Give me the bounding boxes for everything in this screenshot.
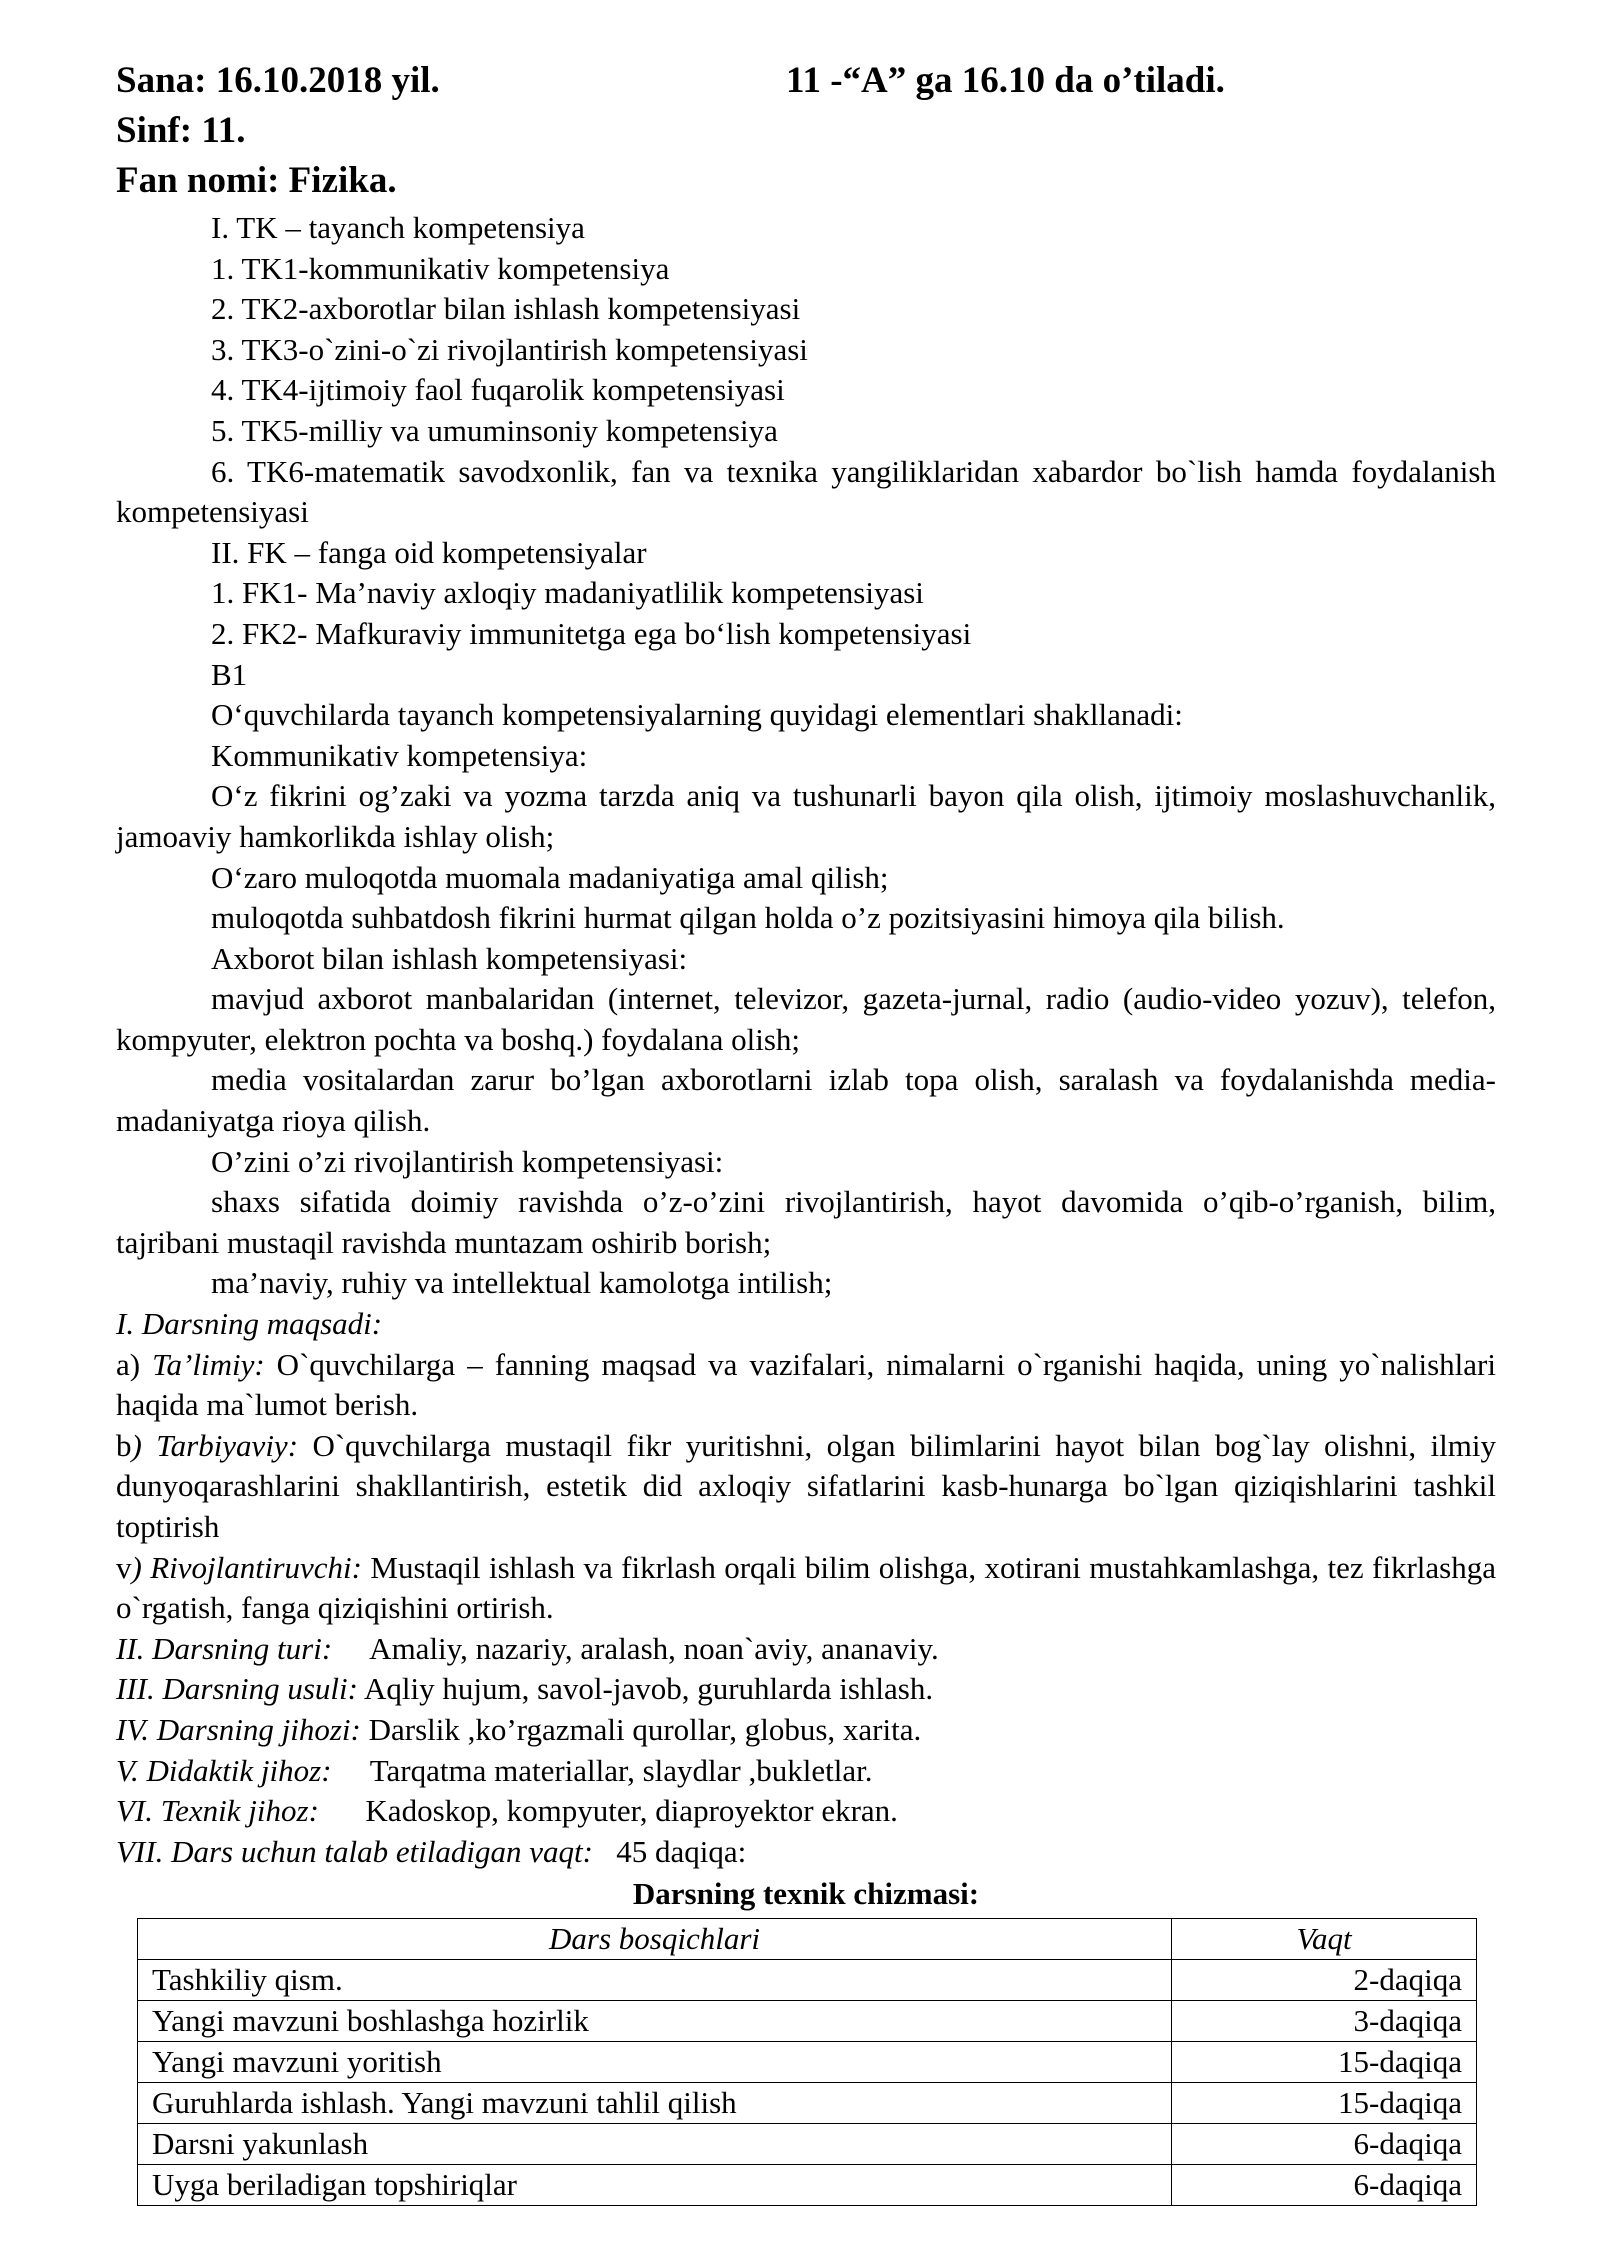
goal-text: O`quvchilarga – fanning maqsad va vazifalari, nimalarni o`rganishi haqida, uning yo`nalishlari haqida ma`lumot berish. [116, 1346, 1496, 1423]
stage-cell: Darsni yakunlash [138, 2124, 1172, 2165]
stage-cell: Tashkiliy qism. [138, 1960, 1172, 2001]
stage-cell: Guruhlarda ishlash. Yangi mavzuni tahlil qilish [138, 2083, 1172, 2124]
competency-line: Oʻzaro muloqotda muomala madaniyatiga amal qilish; [211, 859, 889, 895]
competency-line: 5. TK5-milliy va umuminsoniy kompetensiya [211, 412, 778, 448]
competency-line: 2. FK2- Mafkuraviy immunitetga ega boʻlish kompetensiyasi [211, 615, 972, 651]
competency-line: 3. TK3-o`zini-o`zi rivojlantirish kompetensiyasi [211, 331, 808, 367]
lesson-equipment [116, 1710, 1496, 1751]
goal-label: ) Tarbiyaviy: [131, 1427, 299, 1463]
competency-line: I. TK – tayanch kompetensiya [211, 210, 585, 245]
table-header-row [138, 1919, 1477, 1960]
competency-line: muloqotda suhbatdosh fikrini hurmat qilgan holda o’z pozitsiyasini himoya qila bilish. [211, 900, 1285, 936]
document-body [116, 208, 1496, 2206]
competency-line: Kommunikativ kompetensiya: [211, 737, 588, 773]
lesson-duration [116, 1832, 1496, 1873]
info-label: IV. Darsning jihozi: [116, 1711, 361, 1747]
competency-line: media vositalardan zarur bo’lgan axborotlarni izlab topa olish, saralash va foydalanishda media-madaniyatga rioya qilish. [116, 1062, 1496, 1139]
table-row [138, 2124, 1477, 2165]
time-cell: 6-daqiqa [1172, 2165, 1477, 2206]
competency-line: II. FK – fanga oid kompetensiyalar [211, 534, 647, 570]
stage-cell: Uyga beriladigan topshiriqlar [138, 2165, 1172, 2206]
time-cell: 2-daqiqa [1172, 1960, 1477, 2001]
goal-prefix: v [116, 1549, 132, 1585]
goal-prefix: a) [116, 1346, 153, 1382]
goal-developmental [116, 1548, 1496, 1629]
info-value: Tarqatma materiallar, slaydlar ,bukletlar. [331, 1752, 873, 1788]
date-label: Sana: 16.10.2018 yil. [116, 60, 440, 101]
competency-line: shaxs sifatida doimiy ravishda o’z-o’zini rivojlantirish, hayot davomida o’qib-o’rganish, bilim, tajribani mustaqil ravishda muntazam oshirib borish; [116, 1184, 1496, 1260]
goal-upbringing [116, 1426, 1496, 1548]
subject-label: Fan nomi: Fizika. [116, 160, 397, 201]
goal-prefix: b [116, 1427, 132, 1463]
stage-cell: Yangi mavzuni boshlashga hozirlik [138, 2001, 1172, 2042]
info-label: VI. Texnik jihoz: [116, 1793, 319, 1829]
info-value: Kadoskop, kompyuter, diaproyektor ekran. [318, 1793, 898, 1829]
info-label: III. Darsning usuli: [116, 1671, 358, 1707]
goals-heading: I. Darsning maqsadi: [116, 1306, 383, 1342]
table-row [138, 2165, 1477, 2206]
column-header-time: Vaqt [1172, 1919, 1477, 1960]
table-row [138, 1960, 1477, 2001]
technical-equipment [116, 1791, 1496, 1832]
competency-line: 6. TK6-matematik savodxonlik, fan va texnika yangiliklaridan xabardor bo`lish hamda foydalanish kompetensiyasi [116, 453, 1496, 530]
grade-label: Sinf: 11. [116, 110, 246, 151]
competency-line: B1 [211, 656, 248, 692]
stage-cell: Yangi mavzuni yoritish [138, 2042, 1172, 2083]
info-value: Amaliy, nazariy, aralash, noan`aviy, ananaviy. [332, 1630, 939, 1666]
time-cell: 15-daqiqa [1172, 2042, 1477, 2083]
competency-line: 1. TK1-kommunikativ kompetensiya [211, 250, 670, 286]
lesson-plan-table [137, 1918, 1477, 2206]
info-label: V. Didaktik jihoz: [116, 1752, 332, 1788]
didactic-equipment [116, 1751, 1496, 1792]
competency-line: 4. TK4-ijtimoiy faol fuqarolik kompetensiyasi [211, 372, 785, 408]
info-label: VII. Dars uchun talab etiladigan vaqt: [116, 1833, 593, 1869]
competency-line: O’zini o’zi rivojlantirish kompetensiyasi: [211, 1143, 724, 1179]
plan-title: Darsning texnik chizmasi: [632, 1876, 980, 1912]
goal-text: Mustaqil ishlash va fikrlash orqali bilim olishga, xotirani mustahkamlashga, tez fikrlashga o`rgatish, fanga qiziqishini ortirish. [116, 1549, 1496, 1626]
table-row [138, 2001, 1477, 2042]
class-note: 11 -“A” ga 16.10 da o’tiladi. [786, 60, 1225, 101]
info-value: 45 daqiqa: [593, 1833, 747, 1869]
goal-label: Ta’limiy: [152, 1346, 265, 1382]
info-value: Darslik ,ko’rgazmali qurollar, globus, xarita. [360, 1711, 922, 1747]
time-cell: 15-daqiqa [1172, 2083, 1477, 2124]
goal-educational [116, 1345, 1496, 1426]
lesson-method [116, 1669, 1496, 1710]
time-cell: 6-daqiqa [1172, 2124, 1477, 2165]
competency-line: Oʻz fikrini og’zaki va yozma tarzda aniq va tushunarli bayon qila olish, ijtimoiy moslashuvchanlik, jamoaviy hamkorlikda ishlay olish; [116, 778, 1496, 854]
time-cell: 3-daqiqa [1172, 2001, 1477, 2042]
competency-line: Axborot bilan ishlash kompetensiyasi: [211, 940, 688, 976]
table-row [138, 2083, 1477, 2124]
info-label: II. Darsning turi: [116, 1630, 333, 1666]
competency-line: 1. FK1- Ma’naviy axloqiy madaniyatlilik kompetensiyasi [211, 575, 924, 611]
competency-line: Oʻquvchilarda tayanch kompetensiyalarning quyidagi elementlari shakllanadi: [211, 697, 1183, 733]
table-row [138, 2042, 1477, 2083]
goal-label: ) Rivojlantiruvchi: [131, 1549, 362, 1585]
competency-line: 2. TK2-axborotlar bilan ishlash kompetensiyasi [211, 291, 801, 327]
competency-line: mavjud axborot manbalaridan (internet, televizor, gazeta-jurnal, radio (audio-video yozuv), telefon, kompyuter, elektron pochta va boshq.) foydalana olish; [116, 981, 1496, 1057]
column-header-stages: Dars bosqichlari [138, 1919, 1172, 1960]
competency-line: ma’naviy, ruhiy va intellektual kamolotga intilish; [211, 1265, 833, 1301]
lesson-type [116, 1629, 1496, 1670]
goal-text: O`quvchilarga mustaqil fikr yuritishni, olgan bilimlarini hayot bilan bog`lay olishni, ilmiy dunyoqarashlarini shakllantirish, estetik did axloqiy sifatlarini kasb-hunarga bo`lgan qiziqishlarini tashkil toptirish [116, 1427, 1497, 1544]
header-line-1 [116, 56, 1496, 106]
document-page [116, 56, 1496, 2206]
info-value: Aqliy hujum, savol-javob, guruhlarda ishlash. [357, 1671, 934, 1707]
